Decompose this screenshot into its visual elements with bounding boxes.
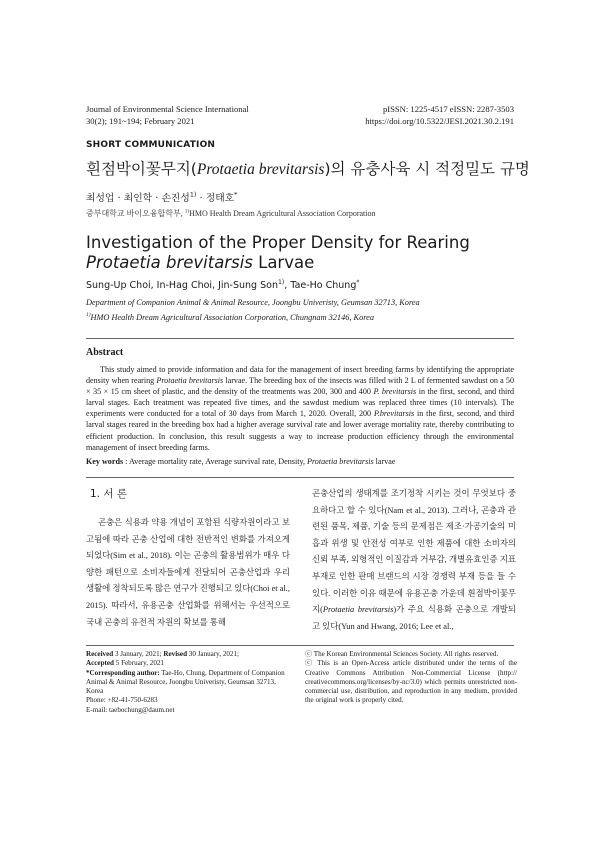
en-author-corr-mark: * bbox=[356, 279, 360, 286]
en-title-text: Investigation of the Proper Density for Rearing bbox=[86, 233, 470, 252]
journal-name: Journal of Environmental Science International bbox=[86, 104, 249, 114]
ko-title-prefix: 흰점박이꽃무지( bbox=[86, 160, 197, 178]
ko-title-species: Protaetia brevitarsis bbox=[196, 161, 325, 178]
phone: Phone: +82-41-750-6283 bbox=[86, 696, 158, 705]
keywords-suffix: larvae bbox=[373, 457, 396, 466]
copyright: ⓒ The Korean Environmental Sciences Society. All rights reserved. bbox=[305, 650, 499, 658]
abstract-body bbox=[86, 364, 514, 453]
abstract-species-1: Protaetia brevitarsis bbox=[156, 376, 224, 386]
korean-affiliation bbox=[86, 208, 375, 219]
keywords-species: Protaetia brevitarsis bbox=[307, 457, 374, 466]
ko-author-names: 최성업 · 최인학 · 손진성 bbox=[86, 193, 190, 204]
abstract-part-2: larvae. The breeding box of the insects was filled with 2 L of fermented sawdust on a 50 × 35 × 15 cm sheet of plastic, and the density of the treatments was 200, 300 and 400 bbox=[86, 376, 514, 397]
intro-right-species: Protaetia brevitarsis bbox=[322, 605, 394, 615]
issn: pISSN: 1225-4517 eISSN: 2287-3503 bbox=[382, 104, 514, 114]
english-authors bbox=[86, 279, 359, 291]
korean-authors bbox=[86, 190, 237, 204]
corr-label: *Corresponding author: bbox=[86, 668, 160, 677]
journal-issue: 30(2); 191~194; February 2021 bbox=[86, 115, 195, 126]
keywords-text: : Average mortality rate, Average survival rate, Density, bbox=[123, 457, 308, 466]
en-affil-line1: Department of Companion Animal & Animal Resource, Joongbu Univeristy, Geumsan 32713, Korea bbox=[86, 298, 420, 307]
intro-right-part-2: )가 주요 식용화 곤충으로 개발되고 있다(Yun and Hwang, 2016; Lee et al., bbox=[312, 605, 516, 631]
ko-affil-1: 중부대학교 바이오융합학부, bbox=[86, 209, 185, 218]
abstract-species-2: P. brevitarsis bbox=[373, 387, 417, 397]
received-label: Received bbox=[86, 650, 114, 658]
en-author-affil-mark: 1) bbox=[277, 279, 285, 286]
en-author-last: , Tae-Ho Chung bbox=[284, 280, 357, 292]
doi-link[interactable]: https://doi.org/10.5322/JESI.2021.30.2.191 bbox=[365, 115, 514, 126]
revised-label: Revised bbox=[163, 650, 188, 658]
ko-author-corr-mark: * bbox=[234, 190, 238, 199]
keywords-label: Key words bbox=[86, 457, 124, 466]
ko-affil-2: HMO Health Dream Agricultural Association Corporation bbox=[189, 209, 376, 218]
journal-identifiers bbox=[365, 104, 514, 127]
abstract-heading: Abstract bbox=[86, 347, 124, 358]
body-column-right bbox=[312, 486, 516, 635]
korean-title bbox=[86, 157, 530, 179]
en-affil-line2-wrap bbox=[86, 309, 420, 324]
intro-paragraph-left: 곤충은 식용과 약용 개념이 포함된 식량자원이라고 보고됨에 따라 곤충 산업에 대한 전반적인 변화를 가져오게 되었다(Sim et al., 2018). 이는 곤충의 활용범위가 매우 다양한 패턴으로 소비자들에게 전달되어 곤충산업과 우리 생활에 정착되도록 많은 연구가 진행되고 있다(Choi et al., 2015). 따라서, 유용곤충 산업화를 위해서는 우선적으로 국내 곤충의 유전적 자원의 확보를 통해 bbox=[86, 518, 290, 627]
article-history-footnote bbox=[86, 650, 294, 715]
license-footnote bbox=[305, 650, 517, 706]
en-title-suffix: Larvae bbox=[252, 253, 315, 272]
intro-heading: 1. 서 론 bbox=[90, 488, 127, 500]
accepted-label: Accepted bbox=[86, 659, 114, 668]
history-line-2 bbox=[86, 659, 294, 668]
ko-title-suffix: )의 유충사육 시 적정밀도 규명 bbox=[324, 160, 530, 178]
section-label: SHORT COMMUNICATION bbox=[86, 140, 216, 150]
abstract-part-4: in the first, second, and third larval stages reared in the breeding box had a higher average survival rate and lower average mortality rate, thereby contributing to efficient production. In conclusion, this result suggests a way to increase production efficiency through the environmental management of insect breeding farms. bbox=[86, 409, 514, 452]
email[interactable]: E-mail: taebochung@daum.net bbox=[86, 705, 175, 714]
abstract-part-3: in the first, second, and third larval stages. Each treatment was repeated five times, and the sawdust medium was replaced three times (10 intervals). The experiments were conducted for a total of 30 days from March 1, 2020. Overall, 200 bbox=[86, 387, 514, 419]
corresponding-author bbox=[86, 669, 294, 697]
received-date: 3 January, 2021; bbox=[113, 650, 164, 658]
license-text: ⓒ This is an Open-Access article distributed under the terms of the Creative Commons Attribution Non-Commercial License (http:// creativecommons.org/licenses/by-nc/3.0) which permits unrestricted non-commercial use, distribution, and reproduction in any medium, provided the original work is properly cited. bbox=[305, 659, 517, 705]
ko-author-last: · 정태호 bbox=[196, 193, 235, 204]
ko-author-affil-mark: 1) bbox=[189, 190, 197, 199]
divider-footnotes bbox=[86, 645, 514, 646]
keywords bbox=[86, 457, 514, 466]
body-column-left bbox=[86, 486, 290, 631]
en-author-names: Sung-Up Choi, In-Hag Choi, Jin-Sung Son bbox=[86, 280, 278, 292]
intro-right-part-1: 곤충산업의 생태계를 조기정착 시키는 것이 무엇보다 중요하다고 할 수 있다(Nam et al., 2013). 그러나, 곤충과 관련된 품목, 제품, 기술 등의 문제점은 제조·가공기술의 미흡과 위생 및 안전성 여부로 인한 제품에 대한 소비자의 신뢰 부족, 외형적인 이질감과 거부감, 개별유효인증 지표 부재로 인한 판매 브랜드의 시장 경쟁력 부재 등을 들 수 있다. 이러한 이유 때문에 유용곤충 가운데 흰점박이꽃무지( bbox=[312, 489, 516, 615]
revised-date: 30 January, 2021; bbox=[187, 650, 239, 658]
en-affil-line2: HMO Health Dream Agricultural Association Corporation, Chungnam 32146, Korea bbox=[90, 312, 374, 322]
abstract-species-3: P.brevitarsis bbox=[373, 409, 415, 419]
ko-affil-mark: 1) bbox=[184, 208, 190, 215]
history-line-1 bbox=[86, 650, 294, 659]
divider-top bbox=[86, 338, 514, 339]
english-title bbox=[86, 233, 526, 273]
intro-paragraph-right bbox=[312, 486, 516, 635]
accepted-date: 5 February, 2021 bbox=[113, 659, 164, 668]
english-affiliations bbox=[86, 296, 420, 324]
corr-text: Tae-Ho, Chung, Department of Companion Animal & Animal Resource, Joongbu Univeristy, Geumsan 32713, Korea bbox=[86, 668, 285, 696]
abstract-part-1: This study aimed to provide information and data for the management of insect breeding farms by identifying the appropriate density when rearing bbox=[86, 365, 514, 386]
journal-info bbox=[86, 104, 249, 127]
en-affil-mark: 1) bbox=[86, 312, 91, 318]
divider-middle bbox=[86, 477, 514, 478]
en-title-species: Protaetia brevitarsis bbox=[86, 253, 253, 272]
